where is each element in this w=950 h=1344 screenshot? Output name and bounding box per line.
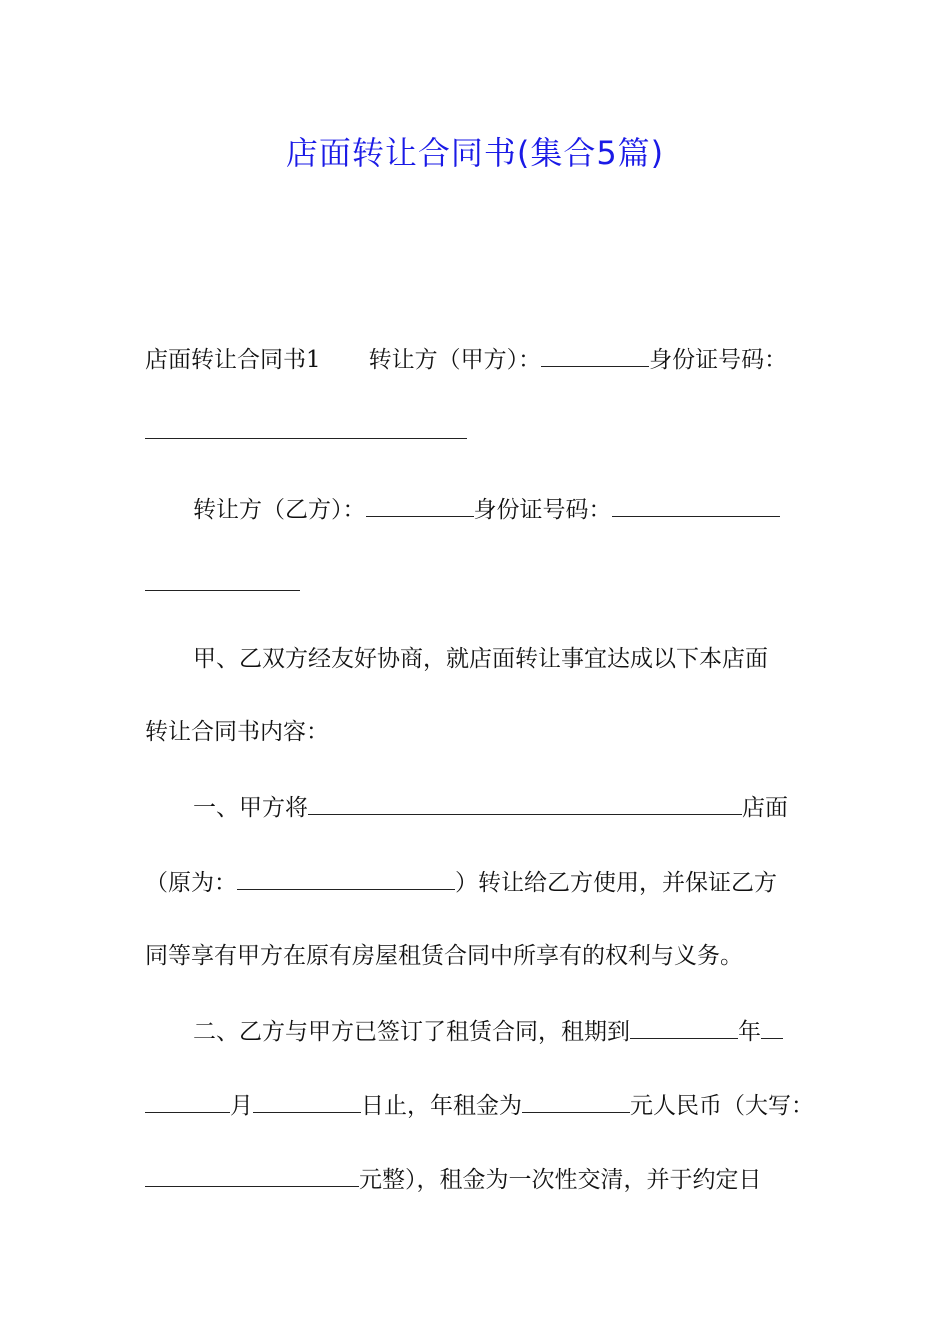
blank-field xyxy=(145,416,467,439)
text-line-3: 转让方（乙方）： 身份证号码： xyxy=(145,494,810,525)
text-line-6: 转让合同书内容： xyxy=(145,719,329,745)
section-heading-1: 店面转让合同书1 xyxy=(145,347,321,373)
blank-field xyxy=(612,494,780,517)
blank-field xyxy=(145,1164,359,1187)
text-line-5: 甲、乙双方经友好协商，就店面转让事宜达成以下本店面 xyxy=(193,646,768,672)
blank-field xyxy=(308,792,742,815)
blank-field xyxy=(541,344,649,367)
blank-field xyxy=(145,568,300,591)
blank-field xyxy=(237,867,455,890)
text-line-7: 一、甲方将 店面 xyxy=(145,792,810,823)
text-line-1: 店面转让合同书1 转让方（甲方）： 身份证号码： xyxy=(145,344,810,375)
text-line-11: 月 日止，年租金为 元人民币（大写： xyxy=(145,1090,810,1121)
blank-field xyxy=(253,1090,361,1113)
blank-field xyxy=(630,1016,738,1039)
text-line-10: 二、乙方与甲方已签订了租赁合同，租期到 年 xyxy=(145,1016,810,1047)
blank-field xyxy=(145,1090,230,1113)
blank-field xyxy=(761,1016,783,1039)
blank-field xyxy=(522,1090,630,1113)
text-line-8: （原为： ）转让给乙方使用，并保证乙方 xyxy=(145,867,810,898)
text-line-2 xyxy=(145,416,810,447)
text-line-9: 同等享有甲方在原有房屋租赁合同中所享有的权利与义务。 xyxy=(145,943,743,969)
blank-field xyxy=(366,494,474,517)
document-title: 店面转让合同书(集合5篇) xyxy=(285,134,665,172)
text-line-4 xyxy=(145,568,810,599)
text-line-12: 元整），租金为一次性交清，并于约定日 xyxy=(145,1164,810,1195)
